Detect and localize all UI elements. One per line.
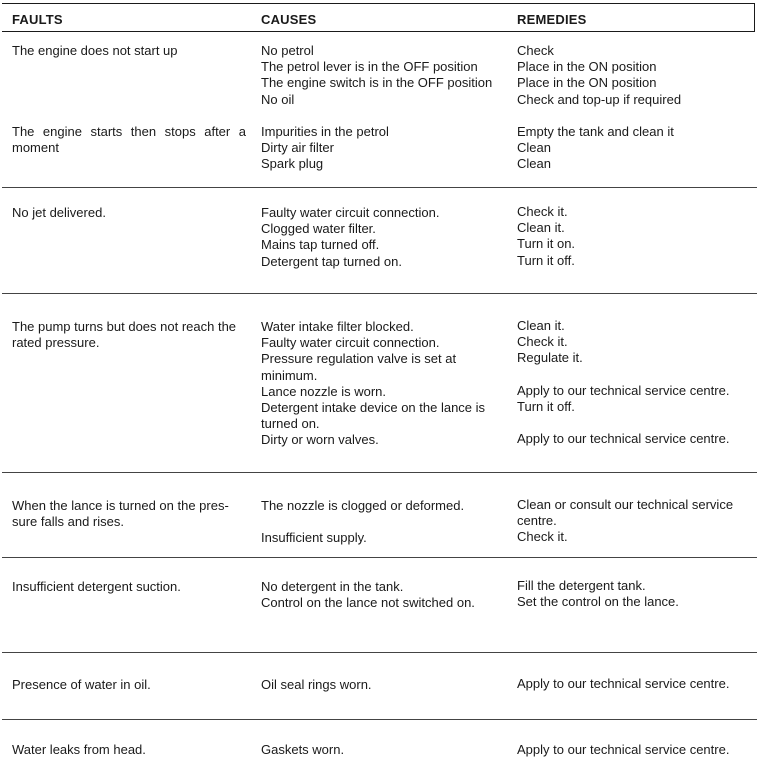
row-8-fault: Water leaks from head.	[12, 742, 146, 757]
row-divider	[2, 652, 757, 653]
row-1-causes: No petrol The petrol lever is in the OFF position The engine switch is in the OFF position No oil	[261, 43, 493, 107]
row-5-fault: When the lance is turned on the pres-sure falls and rises.	[12, 498, 229, 530]
row-5-remedies: Clean or consult our technical service centre. Check it.	[517, 497, 734, 545]
row-1-remedies: Check Place in the ON position Place in the ON position Check and top-up if required	[517, 43, 682, 107]
row-2-fault: The engine starts then stops after a moment	[12, 124, 246, 156]
row-4-remedies: Clean it. Check it. Regulate it. Apply to our technical service centre. Turn it off. Apply to our technical service centre.	[517, 318, 730, 447]
row-5-causes: The nozzle is clogged or deformed. Insufficient supply.	[261, 498, 465, 546]
row-1-fault: The engine does not start up	[12, 43, 178, 58]
row-divider	[2, 293, 757, 294]
row-divider	[2, 719, 757, 720]
row-7-remedies: Apply to our technical service centre.	[517, 676, 730, 691]
row-2-causes: Impurities in the petrol Dirty air filter Spark plug	[261, 124, 389, 172]
row-3-remedies: Check it. Clean it. Turn it on. Turn it off.	[517, 204, 576, 268]
row-divider	[2, 187, 757, 188]
row-8-remedies: Apply to our technical service centre.	[517, 742, 730, 757]
row-7-fault: Presence of water in oil.	[12, 677, 151, 692]
row-divider	[2, 472, 757, 473]
table-header	[2, 3, 755, 32]
row-3-fault: No jet delivered.	[12, 205, 106, 220]
row-2-remedies: Empty the tank and clean it Clean Clean	[517, 124, 674, 172]
row-6-remedies: Fill the detergent tank. Set the control on the lance.	[517, 578, 679, 610]
row-4-fault: The pump turns but does not reach the rated pressure.	[12, 319, 237, 351]
troubleshooting-table	[2, 3, 757, 766]
row-divider	[2, 557, 757, 558]
header-faults: FAULTS	[12, 12, 63, 27]
header-causes: CAUSES	[261, 12, 317, 27]
row-4-causes: Water intake filter blocked. Faulty water circuit connection. Pressure regulation valve is set at minimum. Lance nozzle is worn. Detergent intake device on the lance is turned on. Dirty or worn valves.	[261, 319, 486, 448]
row-8-causes: Gaskets worn.	[261, 742, 345, 757]
row-7-causes: Oil seal rings worn.	[261, 677, 372, 692]
row-3-causes: Faulty water circuit connection. Clogged water filter. Mains tap turned off. Detergent tap turned on.	[261, 205, 440, 269]
row-6-fault: Insufficient detergent suction.	[12, 579, 181, 594]
row-6-causes: No detergent in the tank. Control on the lance not switched on.	[261, 579, 475, 611]
header-remedies: REMEDIES	[517, 12, 587, 27]
